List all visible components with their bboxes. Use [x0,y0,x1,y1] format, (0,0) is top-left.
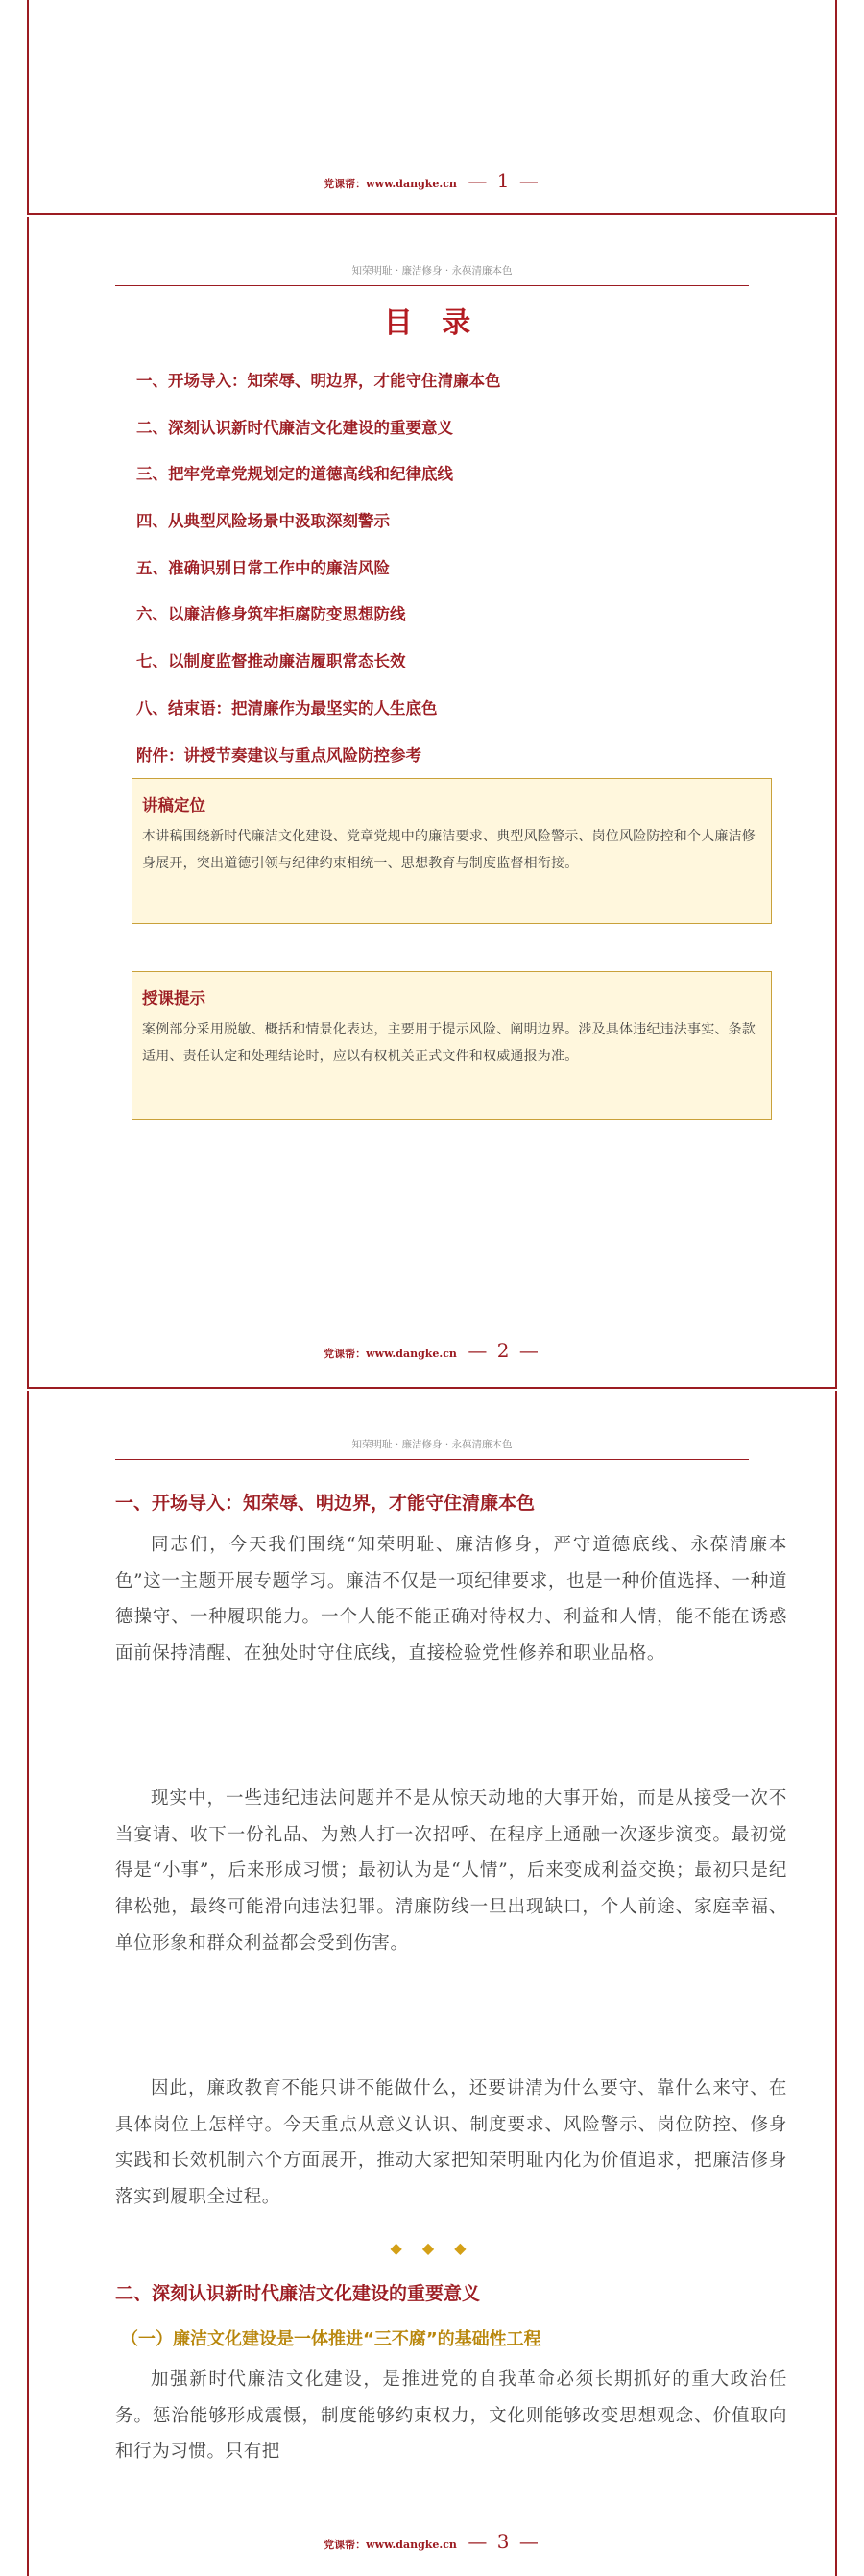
toc-list [136,371,501,791]
box-text: 案例部分采用脱敏、概括和情景化表达，主要用于提示风险、阐明边界。涉及具体违纪违法事实、条款适用、责任认定和处理结论时，应以有权机关正式文件和权威通报为准。 [142,1022,756,1064]
toc-title: 目 录 [383,306,481,340]
page-footer [29,169,835,192]
box-title: 授课提示 [142,989,205,1008]
page-number: — 3 — [468,2530,540,2553]
paragraph: 现实中，一些违纪违法问题并不是从惊天动地的大事开始，而是从接受一次不当宴请、收下一份礼品、为熟人打一次招呼、在程序上通融一次逐步演变。最初觉得是“小事”，后来形成习惯；最初认为是“人情”，后来变成利益交换；最初只是纪律松弛，最终可能滑向违法犯罪。清廉防线一旦出现缺口，个人前途、家庭幸福、单位形象和群众利益都会受到伤害。 [115,1788,787,1954]
subsection-heading: （一）廉洁文化建设是一体推进“三不腐”的基础性工程 [121,2329,541,2349]
section-heading: 二、深刻认识新时代廉洁文化建设的重要意义 [115,2283,481,2304]
section-heading: 一、开场导入：知荣辱、明边界，才能守住清廉本色 [115,1493,536,1514]
teaching-tips-box [132,971,772,1120]
paragraph: 加强新时代廉洁文化建设，是推进党的自我革命必须长期抓好的重大政治任务。惩治能够形成震慑，制度能够约束权力，文化则能够改变思想观念、价值取向和行为习惯。只有把 [115,2369,787,2463]
footer-site[interactable]: 党课帮：www.dangke.cn [324,1348,457,1360]
page-2 [27,217,837,1389]
toc-item[interactable]: 六、以廉洁修身筑牢拒腐防变思想防线 [136,605,406,624]
page-footer [29,1339,835,1362]
toc-item[interactable]: 二、深刻认识新时代廉洁文化建设的重要意义 [136,418,453,437]
toc-item[interactable]: 四、从典型风险场景中汲取深刻警示 [136,512,390,531]
ornament-divider: ◆ ◆ ◆ [390,2239,474,2257]
footer-site[interactable]: 党课帮：www.dangke.cn [324,178,457,190]
toc-item[interactable]: 三、把牢党章党规划定的道德高线和纪律底线 [136,465,453,484]
toc-item[interactable]: 一、开场导入：知荣辱、明边界，才能守住清廉本色 [136,372,501,390]
page-1 [27,0,837,215]
page-number: — 2 — [468,1339,540,1362]
toc-item[interactable]: 八、结束语：把清廉作为最坚实的人生底色 [136,698,438,717]
page-number: — 1 — [468,169,540,192]
page-3 [27,1391,837,2576]
page-header: 知荣明耻 · 廉洁修身 · 永葆清廉本色 [115,263,749,286]
footer-site[interactable]: 党课帮：www.dangke.cn [324,2539,457,2551]
toc-item[interactable]: 附件：讲授节奏建议与重点风险防控参考 [136,745,421,765]
paragraph: 因此，廉政教育不能只讲不能做什么，还要讲清为什么要守、靠什么来守、在具体岗位上怎样守。今天重点从意义认识、制度要求、风险警示、岗位防控、修身实践和长效机制六个方面展开，推动大家把知荣明耻内化为价值追求，把廉洁修身落实到履职全过程。 [115,2078,787,2208]
toc-item[interactable]: 七、以制度监督推动廉洁履职常态长效 [136,652,406,671]
box-text: 本讲稿围绕新时代廉洁文化建设、党章党规中的廉洁要求、典型风险警示、岗位风险防控和个人廉洁修身展开，突出道德引领与纪律约束相统一、思想教育与制度监督相衔接。 [142,829,756,871]
page-footer [29,2530,835,2553]
positioning-box [132,778,772,924]
toc-item[interactable]: 五、准确识别日常工作中的廉洁风险 [136,558,390,577]
page-header: 知荣明耻 · 廉洁修身 · 永葆清廉本色 [115,1437,749,1460]
box-title: 讲稿定位 [142,796,205,814]
paragraph: 同志们，今天我们围绕“知荣明耻、廉洁修身，严守道德底线、永葆清廉本色”这一主题开展专题学习。廉洁不仅是一项纪律要求，也是一种价值选择、一种道德操守、一种履职能力。一个人能不能正确对待权力、利益和人情，能不能在诱惑面前保持清醒、在独处时守住底线，直接检验党性修养和职业品格。 [115,1535,787,1665]
